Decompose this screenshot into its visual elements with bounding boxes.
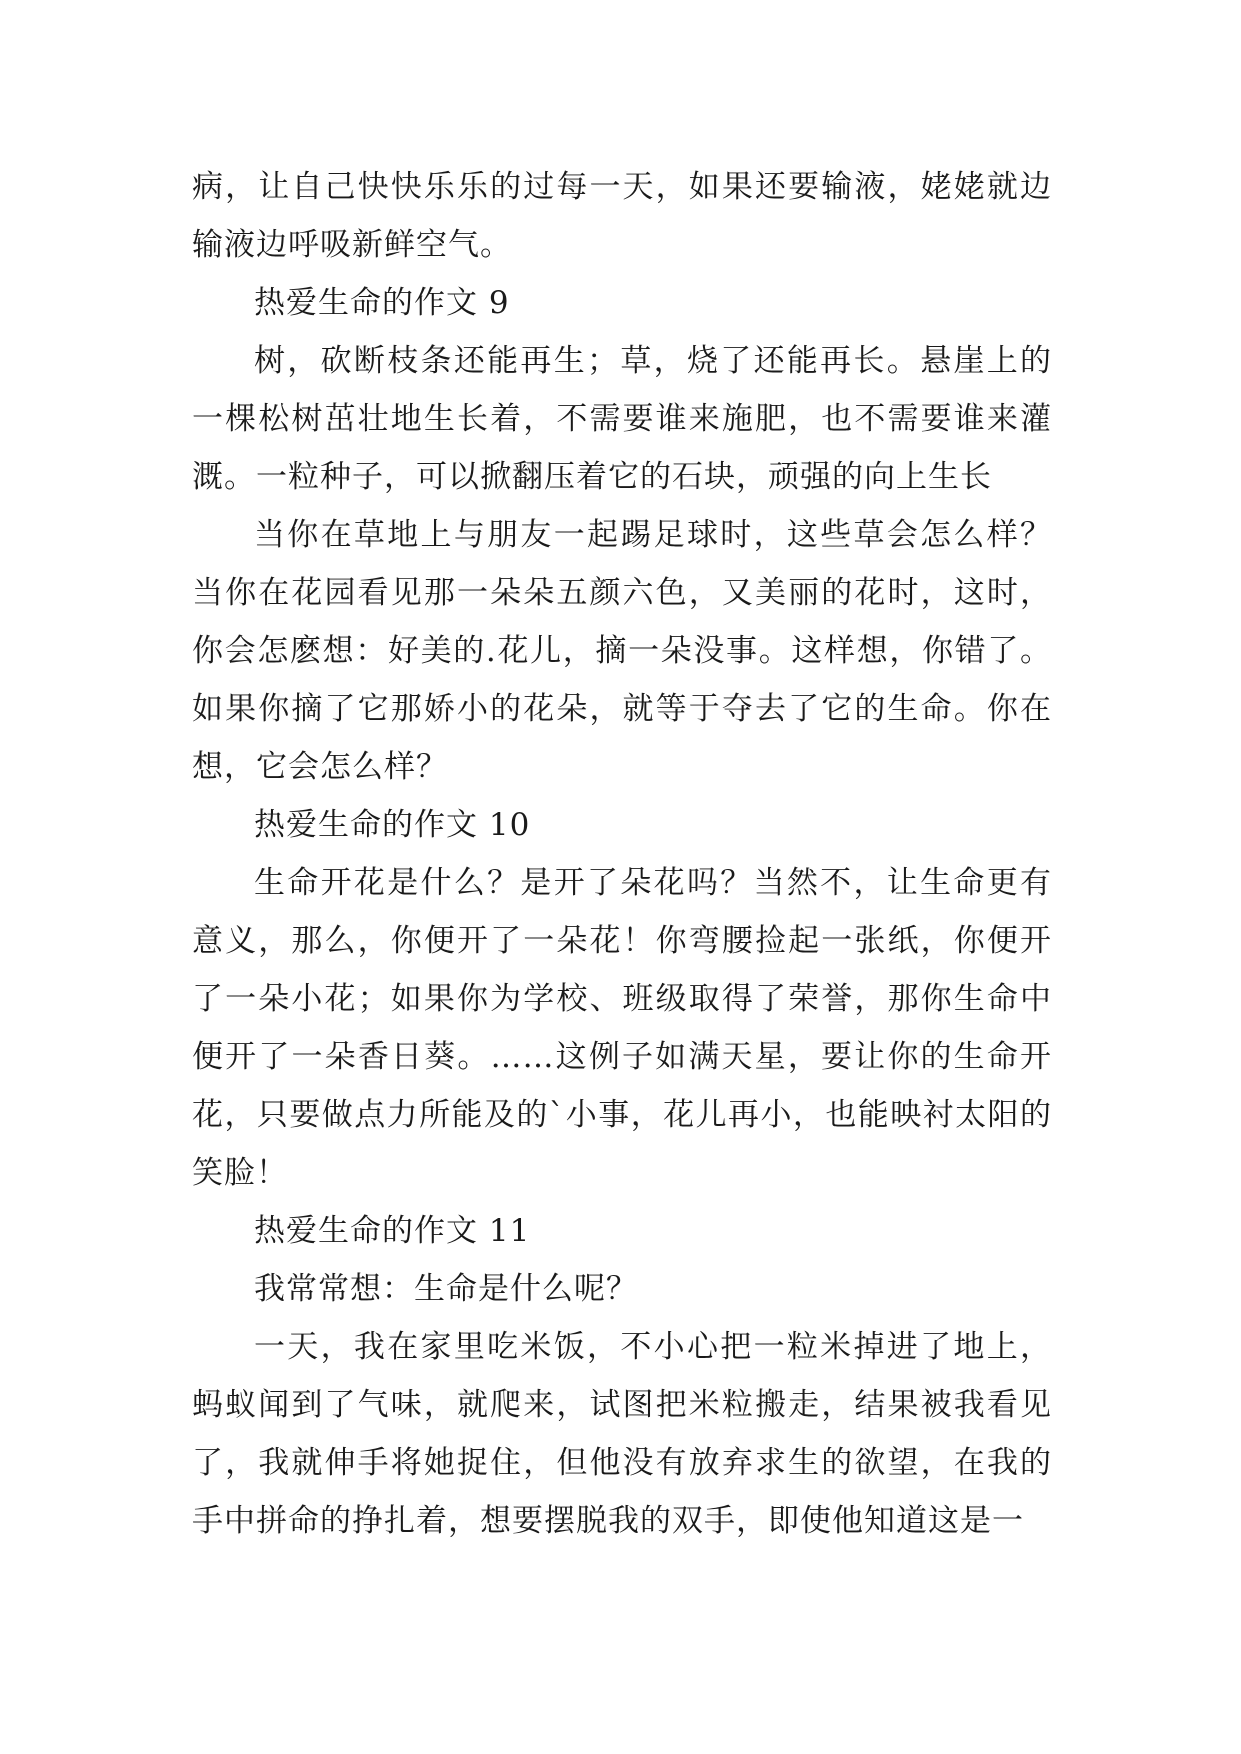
paragraph: 生命开花是什么？是开了朵花吗？当然不，让生命更有意义，那么，你便开了一朵花！你弯腰捡起一张纸，你便开了一朵小花；如果你为学校、班级取得了荣誉，那你生命中便开了一朵香日葵。……这例子如满天星，要让你的生命开花，只要做点力所能及的`小事，花儿再小，也能映衬太阳的笑脸！ — [192, 865, 1052, 1191]
document-body — [192, 158, 1052, 1550]
paragraph-continuation: 病，让自己快快乐乐的过每一天，如果还要输液，姥姥就边输液边呼吸新鲜空气。 — [192, 169, 1052, 263]
paragraph: 一天，我在家里吃米饭，不小心把一粒米掉进了地上，蚂蚁闻到了气味，就爬来，试图把米粒搬走，结果被我看见了，我就伸手将她捉住，但他没有放弃求生的欲望，在我的手中拼命的挣扎着，想要摆脱我的双手，即使他知道这是一 — [192, 1329, 1052, 1539]
paragraph: 树，砍断枝条还能再生；草，烧了还能再长。悬崖上的一棵松树茁壮地生长着，不需要谁来施肥，也不需要谁来灌溉。一粒种子，可以掀翻压着它的石块，顽强的向上生长 — [192, 343, 1052, 495]
section-heading-9: 热爱生命的作文 9 — [254, 285, 510, 321]
section-heading-10: 热爱生命的作文 10 — [254, 807, 531, 843]
section-heading-11: 热爱生命的作文 11 — [254, 1213, 531, 1249]
paragraph: 我常常想：生命是什么呢？ — [254, 1271, 638, 1307]
paragraph: 当你在草地上与朋友一起踢足球时，这些草会怎么样？当你在花园看见那一朵朵五颜六色，又美丽的花时，这时，你会怎麽想：好美的.花儿，摘一朵没事。这样想，你错了。如果你摘了它那娇小的花朵，就等于夺去了它的生命。你在想，它会怎么样？ — [192, 517, 1052, 785]
